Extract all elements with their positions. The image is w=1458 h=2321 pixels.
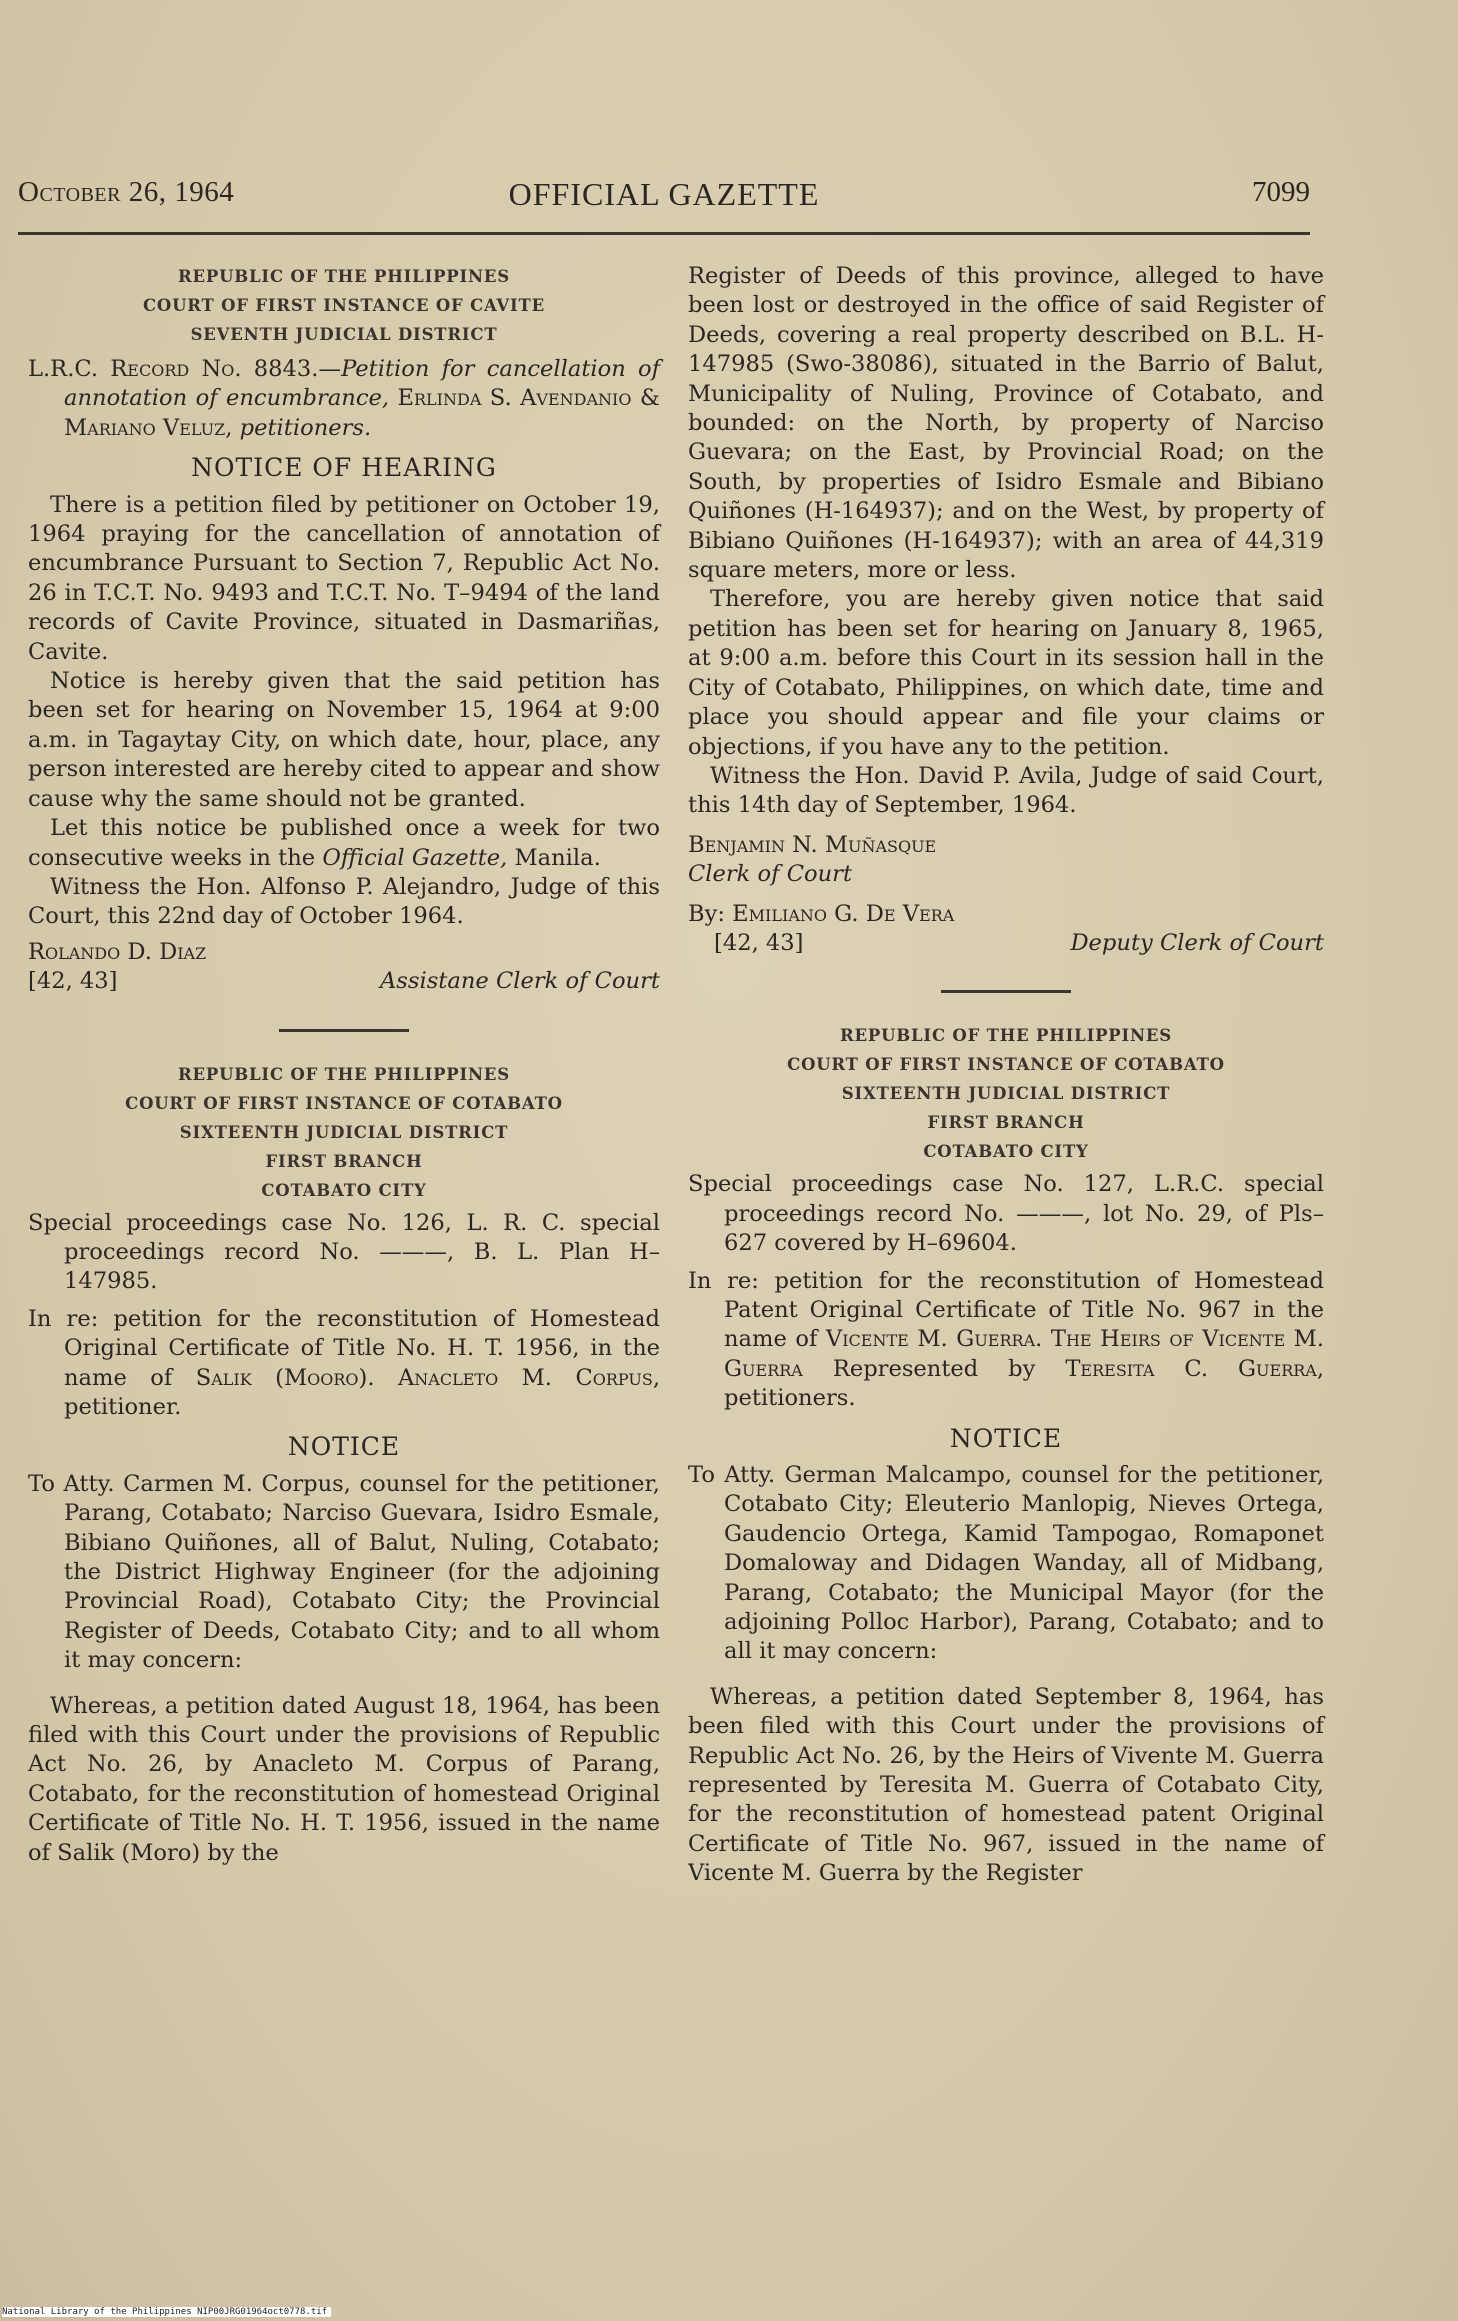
notice-cotabato-127 (688, 1021, 1324, 1888)
signature-row (28, 967, 660, 996)
signer-title: Clerk of Court (688, 861, 853, 888)
notice-title: NOTICE OF HEARING (191, 453, 497, 483)
signer-title: Deputy Clerk of Court (1070, 929, 1324, 956)
court-heading (28, 262, 660, 349)
signer-name: Rolando D. Diaz (28, 938, 207, 965)
header-rule (18, 232, 1310, 235)
case-caption: Special proceedings case No. 126, L. R. C. special proceedings record No. ———, B. L. Plan H–147985. (28, 1209, 660, 1295)
deputy-signer: By: Emiliano G. De Vera (688, 900, 955, 927)
addressees: To Atty. Carmen M. Corpus, counsel for the petitioner, Parang, Cotabato; Narciso Guevara, Isidro Esmale, Bibiano Quiñones, all of Balut, Nuling, Cotabato; the District Highway Engineer (for the adjoining Provincial Road), Cotabato City; the Provincial Register of Deeds, Cotabato City; and to all whom it may concern: (28, 1470, 660, 1674)
publication-bracket: [42, 43] (714, 929, 804, 956)
notice-title: NOTICE (287, 1432, 401, 1462)
header-date: October 26, 1964 (18, 176, 235, 208)
scan-footer: National Library of the Philippines NIP00JRG01964oct0778.tif (2, 2307, 331, 2317)
notice-cotabato-126 (28, 1060, 660, 1869)
case-caption: Special proceedings case No. 127, L.R.C. special proceedings record No. ———, lot No. 29, of Pls–627 covered by H–69604. (688, 1171, 1324, 1257)
case-caption: L.R.C. Record No. 8843.—Petition for cancellation of annotation of encumbrance, Erlinda S. Avendanio & Mariano Veluz, petitioners. (28, 356, 661, 441)
paragraph: Witness the Hon. Alfonso P. Alejandro, Judge of this Court, this 22nd day of October 1964. (28, 873, 660, 930)
signature-row (688, 929, 1324, 958)
paragraph: Whereas, a petition dated September 8, 1964, has been filed with this Court under the provisions of Republic Act No. 26, by the Heirs of Vivente M. Guerra represented by Teresita M. Guerra of Cotabato City, for the reconstitution of homestead patent Original Certificate of Title No. 967, issued in the name of Vicente M. Guerra by the Register (688, 1683, 1324, 1887)
notice-title: NOTICE (949, 1423, 1063, 1453)
paragraph: Whereas, a petition dated August 18, 1964, has been filed with this Court under the provisions of Republic Act No. 26, by Anacleto M. Corpus of Parang, Cotabato, for the reconstitution of homestead Original Certificate of Title No. H. T. 1956, issued in the name of Salik (Moro) by the (28, 1692, 660, 1866)
right-column (688, 262, 1324, 1889)
court-heading: REPUBLIC OF THE PHILIPPINES COURT OF FIRST INSTANCE OF COTABATO SIXTEENTH JUDICIAL DISTRICT FIRST BRANCH COTABATO CITY (125, 1064, 563, 1200)
notice-cotabato-126-continued (688, 262, 1324, 958)
in-re-caption: In re: petition for the reconstitution of Homestead Patent Original Certificate of Title No. 967 in the name of Vicente M. Guerra. The Heirs of Vicente M. Guerra Represented by Teresita C. Guerra, petitioners. (688, 1267, 1325, 1412)
signer-name: Benjamin N. Muñasque (688, 831, 937, 858)
publication-bracket: [42, 43] (28, 968, 118, 995)
paragraph: Let this notice be published once a week for two consecutive weeks in the Official Gazette, Manila. (28, 815, 660, 871)
signer-title: Assistane Clerk of Court (379, 968, 660, 995)
in-re-caption: In re: petition for the reconstitution of Homestead Original Certificate of Title No. H. T. 1956, in the name of Salik (Mooro). Anacleto M. Corpus, petitioner. (28, 1305, 661, 1420)
addressees: To Atty. German Malcampo, counsel for the petitioner, Cotabato City; Eleuterio Manlopig, Nieves Ortega, Gaudencio Ortega, Kamid Tampogao, Romaponet Domaloway and Didagen Wanday, all of Midbang, Parang, Cotabato; the Municipal Mayor (for the adjoining Polloc Harbor), Parang, Cotabato; and to all it may concern: (688, 1462, 1324, 1665)
page-header (18, 176, 1310, 226)
header-title: OFFICIAL GAZETTE (508, 176, 820, 212)
paragraph: There is a petition filed by petitioner on October 19, 1964 praying for the cancellation of annotation of encumbrance Pursuant to Section 7, Republic Act No. 26 in T.C.T. No. 9493 and T.C.T. No. T–9494 of the land records of Cavite Province, situated in Dasmariñas, Cavite. (28, 491, 660, 665)
court-line: REPUBLIC OF THE PHILIPPINES (178, 267, 510, 286)
paragraph: Register of Deeds of this province, alleged to have been lost or destroyed in the office of said Register of Deeds, covering a real property described on B.L. H-147985 (Swo-38086), situated in the Barrio of Balut, Municipality of Nuling, Province of Cotabato, and bounded: on the North, by property of Narciso Guevara; on the East, by Provincial Road; on the South, by properties of Isidro Esmale and Bibiano Quiñones (H-164937); and on the West, by property of Bibiano Quiñones (H-164937); with an area of 44,319 square meters, more or less. (688, 263, 1324, 584)
court-heading: REPUBLIC OF THE PHILIPPINES COURT OF FIRST INSTANCE OF COTABATO SIXTEENTH JUDICIAL DISTRICT FIRST BRANCH COTABATO CITY (787, 1026, 1225, 1162)
notice-cavite (28, 262, 660, 997)
section-separator (279, 1029, 409, 1032)
left-column (28, 262, 660, 1868)
court-line: COURT OF FIRST INSTANCE OF CAVITE (142, 296, 546, 315)
court-line: SEVENTH JUDICIAL DISTRICT (190, 325, 498, 344)
header-page-number: 7099 (1252, 176, 1310, 208)
paragraph: Witness the Hon. David P. Avila, Judge of said Court, this 14th day of September, 1964. (688, 762, 1324, 819)
section-separator (941, 990, 1071, 993)
paragraph: Therefore, you are hereby given notice that said petition has been set for hearing on January 8, 1965, at 9:00 a.m. before this Court in its session hall in the City of Cotabato, Philippines, on which date, time and place you should appear and file your claims or objections, if you have any to the petition. (688, 586, 1324, 760)
paragraph: Notice is hereby given that the said petition has been set for hearing on November 15, 1964 at 9:00 a.m. in Tagaytay City, on which date, hour, place, any person interested are hereby cited to appear and show cause why the same should not be granted. (28, 668, 660, 812)
